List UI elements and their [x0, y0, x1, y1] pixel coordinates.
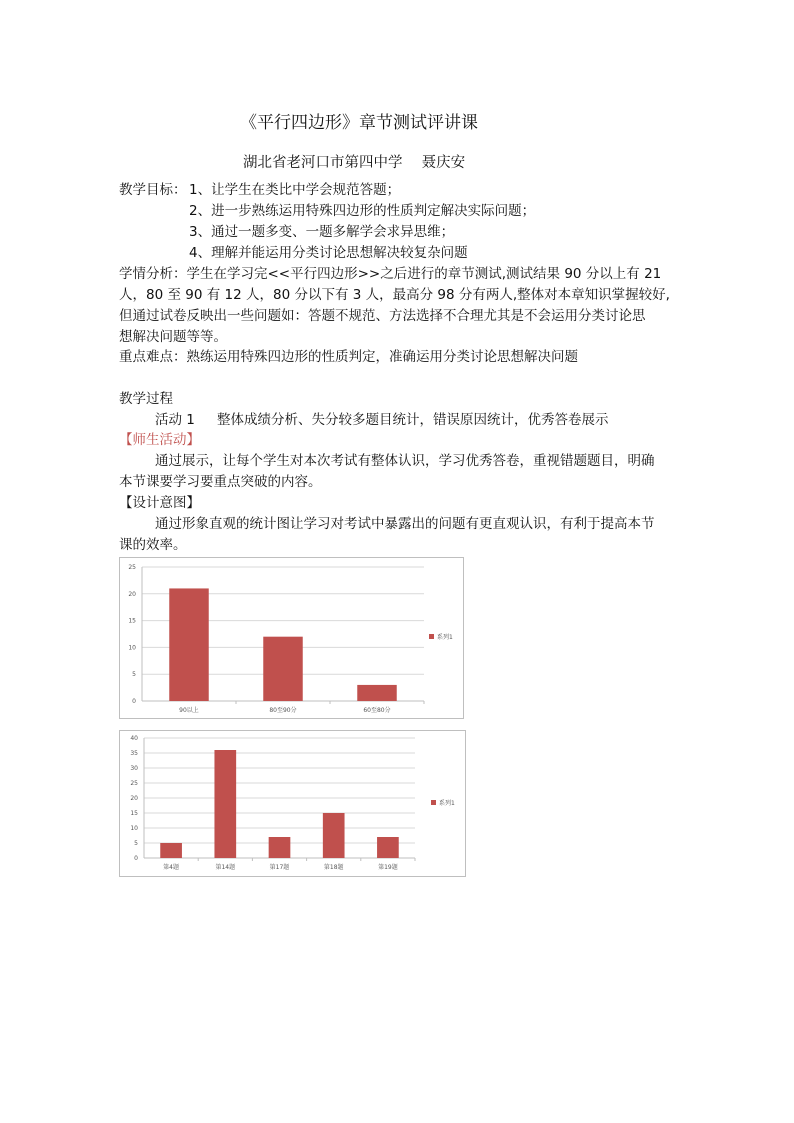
chart1-ytick-label: 15	[128, 617, 136, 625]
chart1-xtick-label: 80至90分	[269, 707, 297, 714]
teacher-student-line-2: 本节课要学习要重点突破的内容。	[119, 474, 322, 490]
chart1-legend-label: 系列1	[437, 634, 453, 641]
author-line: 湖北省老河口市第四中学 聂庆安	[243, 155, 466, 171]
question-errors-chart	[119, 730, 466, 877]
goal-item-3: 3、通过一题多变、一题多解学会求异思维；	[189, 224, 455, 240]
score-distribution-chart-svg	[120, 558, 463, 718]
analysis-line-3: 但通过试卷反映出一些问题如：答题不规范、方法选择不合理尤其是不会运用分类讨论思	[119, 308, 646, 324]
chart2-xtick-label: 第19题	[378, 864, 398, 871]
design-line-2: 课的效率。	[119, 537, 187, 553]
design-label: 【设计意图】	[119, 495, 200, 511]
key-points: 重点难点：熟练运用特殊四边形的性质判定，准确运用分类讨论思想解决问题	[119, 349, 578, 365]
goal-item-1: 1、让学生在类比中学会规范答题；	[189, 182, 401, 198]
goal-item-4: 4、理解并能运用分类讨论思想解决较复杂问题	[189, 245, 468, 261]
chart2-xtick-label: 第18题	[323, 864, 344, 871]
chart1-ytick-label: 5	[132, 671, 136, 679]
teacher-student-line-1: 通过展示，让每个学生对本次考试有整体认识，学习优秀答卷，重视错题题目，明确	[155, 453, 655, 469]
chart2-ytick-label: 15	[130, 810, 138, 817]
chart2-ytick-label: 35	[130, 750, 138, 757]
analysis-line-1: 学情分析：学生在学习完<<平行四边形>>之后进行的章节测试,测试结果 90 分以上有 21	[119, 266, 662, 282]
chart2-ytick-label: 30	[130, 765, 138, 772]
chart1-xtick-label: 90以上	[179, 707, 199, 714]
chart2-legend-swatch	[431, 800, 436, 805]
chart1-bar-1	[169, 588, 208, 701]
chart1-bar-2	[263, 637, 302, 701]
chart2-bar-2	[214, 750, 236, 858]
chart2-ytick-label: 20	[130, 795, 138, 802]
chart2-xtick-label: 第4题	[163, 864, 180, 871]
process-heading: 教学过程	[119, 391, 173, 407]
chart2-bar-1	[160, 843, 182, 858]
chart2-bar-5	[377, 837, 399, 858]
question-errors-chart-svg	[120, 731, 465, 876]
score-distribution-chart	[119, 557, 464, 719]
chart2-bar-3	[269, 837, 291, 858]
chart1-ytick-label: 10	[128, 644, 136, 652]
teacher-student-label: 【师生活动】	[119, 432, 200, 448]
analysis-line-4: 想解决问题等等。	[119, 329, 227, 345]
chart2-ytick-label: 40	[130, 735, 138, 742]
chart2-bar-4	[323, 813, 345, 858]
goals-label: 教学目标：	[119, 182, 187, 198]
chart1-ytick-label: 0	[132, 698, 136, 705]
chart2-ytick-label: 5	[134, 840, 138, 847]
chart2-ytick-label: 10	[130, 825, 138, 832]
chart2-xtick-label: 第14题	[215, 864, 236, 871]
chart2-legend-label: 系列1	[439, 800, 455, 807]
chart1-ytick-label: 25	[128, 564, 136, 571]
goal-item-2: 2、进一步熟练运用特殊四边形的性质判定解决实际问题；	[189, 203, 536, 219]
chart1-ytick-label: 20	[128, 590, 136, 598]
chart2-ytick-label: 25	[130, 780, 138, 787]
chart2-ytick-label: 0	[134, 855, 138, 862]
page-title: 《平行四边形》章节测试评讲课	[240, 113, 478, 133]
design-line-1: 通过形象直观的统计图让学习对考试中暴露出的问题有更直观认识，有利于提高本节	[155, 516, 655, 532]
chart2-xtick-label: 第17题	[269, 864, 290, 871]
chart1-legend-swatch	[429, 634, 434, 639]
activity-1: 活动 1 整体成绩分析、失分较多题目统计，错误原因统计，优秀答卷展示	[155, 412, 609, 428]
chart1-xtick-label: 60至80分	[363, 707, 391, 714]
chart1-bar-3	[357, 685, 396, 701]
analysis-line-2: 人，80 至 90 有 12 人，80 分以下有 3 人，最高分 98 分有两人,整体对本章知识掌握较好,	[119, 287, 670, 303]
